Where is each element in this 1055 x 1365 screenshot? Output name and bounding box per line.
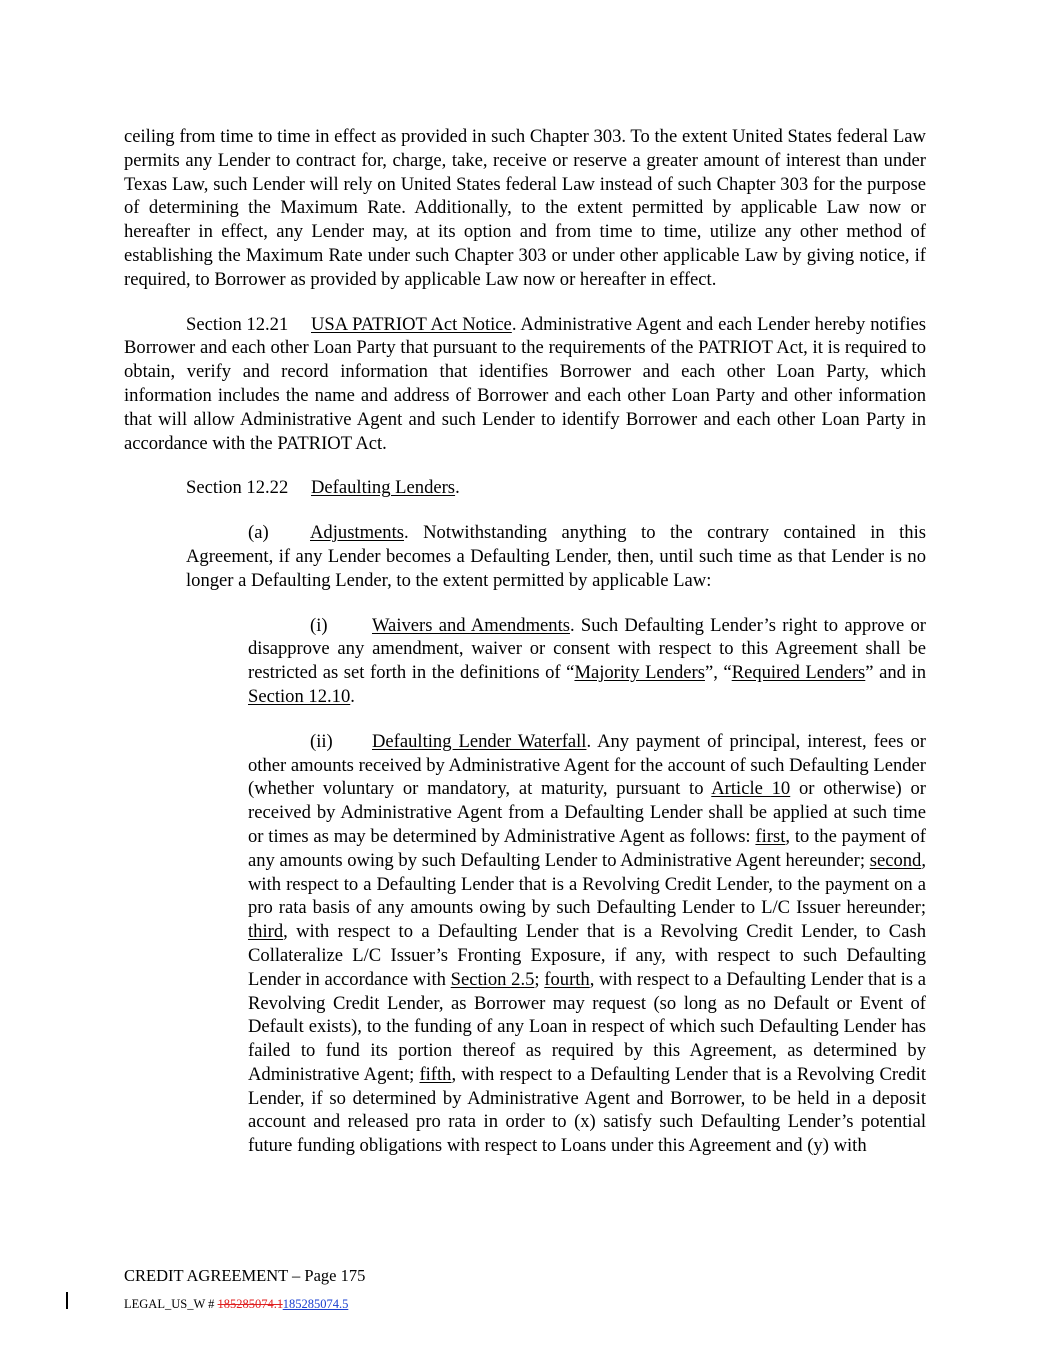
subsection-text: . — [350, 685, 355, 707]
subsection-label: (a) — [248, 522, 269, 544]
doc-id-deleted: 185285074.1 — [217, 1297, 283, 1311]
subsection-label: (i) — [310, 614, 328, 636]
ordinal-fifth: fifth — [419, 1063, 452, 1085]
subsection-text: ” and in — [865, 662, 926, 684]
subsection-body: . Notwithstanding anything to the contrary contained in this Agreement, if any Lender becomes a Defaulting Lender, then, until such time as that Lender is no longer a Defaulting Lender, to the extent permitted by applicable Law: — [186, 522, 926, 591]
subsection-text: , with respect to a Defaulting Lender that is a Revolving Credit Lender, as Borrower may request (so long as no Default or Event of Default exists), to the funding of any Loan in respect of which such Defaulting Lender has failed to fund its portion thereof as required by this Agreement, as determined by Administrative Agent; — [248, 968, 926, 1085]
subsection-text: , with respect to a Defaulting Lender that is a Revolving Credit Lender, if so determined by Administrative Agent and Borrower, to be held in a deposit account and released pro rata in order to (x) satisfy such Defaulting Lender’s potential future funding obligations with respect to Loans under this Agreement and (y) with — [248, 1063, 926, 1157]
section-heading: Defaulting Lenders — [311, 477, 456, 499]
section-heading-end: . — [455, 477, 460, 499]
subsection-heading: Waivers and Amendments — [372, 614, 570, 636]
section-body: Administrative Agent and each Lender hereby notifies Borrower and each other Loan Party that pursuant to the requirements of the PATRIOT Act, it is required to obtain, verify and record information that identifies Borrower and each other Loan Party, which information includes the name and address of Borrower and each other Loan Party and other information that will allow Administrative Agent and such Lender to identify Borrower and each other Loan Party in accordance with the PATRIOT Act. — [124, 313, 926, 454]
section-heading: USA PATRIOT Act Notice — [311, 313, 512, 335]
subsection-a — [186, 521, 926, 592]
section-12-21 — [124, 313, 926, 456]
ref-required-lenders: Required Lenders — [731, 662, 866, 684]
ref-section-2-5: Section 2.5 — [450, 968, 535, 990]
subsection-text: or otherwise) or received by Administrative Agent from a Defaulting Lender shall be applied at such time or times as may be determined by Administrative Agent as follows: — [248, 778, 926, 847]
revision-change-bar — [66, 1292, 68, 1309]
section-number: Section 12.22 — [186, 477, 289, 499]
section-number: Section 12.21 — [186, 313, 289, 335]
ordinal-second: second — [869, 849, 922, 871]
ordinal-first: first — [755, 825, 786, 847]
subsection-text: ; — [534, 968, 545, 990]
subsection-text: , with respect to a Defaulting Lender that is a Revolving Credit Lender, to the payment on a pro rata basis of any amounts owing by such Defaulting Lender to L/C Issuer hereunder; — [248, 849, 926, 919]
footer-page-title: CREDIT AGREEMENT – Page 175 — [124, 1266, 366, 1285]
subsection-text: , with respect to a Defaulting Lender that is a Revolving Credit Lender, to Cash Collateralize L/C Issuer’s Fronting Exposure, if any, with respect to such Defaulting Lender in accordance with — [248, 921, 926, 990]
ordinal-third: third — [248, 921, 284, 943]
section-12-22 — [124, 476, 926, 500]
paragraph-text: ceiling from time to time in effect as provided in such Chapter 303. To the extent United States federal Law permits any Lender to contract for, charge, take, receive or reserve a greater amount of interest than under Texas Law, such Lender will rely on United States federal Law instead of such Chapter 303 for the purpose of determining the Maximum Rate. Additionally, to the extent permitted by applicable Law now or hereafter in effect, any Lender may, at its option and from time to time, utilize any other method of establishing the Maximum Rate under such Chapter 303 or under other applicable Law by giving notice, if required, to Borrower as provided by applicable Law now or hereafter in effect. — [124, 126, 926, 290]
document-page — [124, 125, 926, 1158]
subsection-i — [248, 614, 926, 709]
subsection-label: (ii) — [310, 730, 333, 752]
ordinal-fourth: fourth — [544, 968, 590, 990]
paragraph-maximum-rate — [124, 125, 926, 292]
subsection-text: . Any payment of principal, interest, fees or other amounts received by Administrative Agent for the account of such Defaulting Lender (whether voluntary or mandatory, at maturity, pursuant to — [248, 730, 926, 800]
subsection-text: ”, “ — [704, 662, 732, 684]
ref-section-12-10: Section 12.10 — [248, 685, 351, 707]
ref-majority-lenders: Majority Lenders — [574, 662, 705, 684]
subsection-text: , to the payment of any amounts owing by such Defaulting Lender to Administrative Agent hereunder; — [248, 825, 926, 871]
subsection-ii — [248, 730, 926, 1158]
ref-article-10: Article 10 — [711, 778, 791, 800]
doc-id-prefix: LEGAL_US_W # — [124, 1297, 218, 1311]
doc-id-inserted: 185285074.5 — [282, 1297, 349, 1311]
page-footer — [124, 1266, 365, 1314]
subsection-heading: Defaulting Lender Waterfall — [372, 730, 587, 752]
subsection-text: . Such Defaulting Lender’s right to approve or disapprove any amendment, waiver or consent with respect to this Agreement shall be restricted as set forth in the definitions of “ — [248, 614, 926, 684]
footer-document-id — [124, 1294, 365, 1314]
section-heading-end: . — [511, 313, 517, 335]
subsection-heading: Adjustments — [310, 522, 405, 544]
